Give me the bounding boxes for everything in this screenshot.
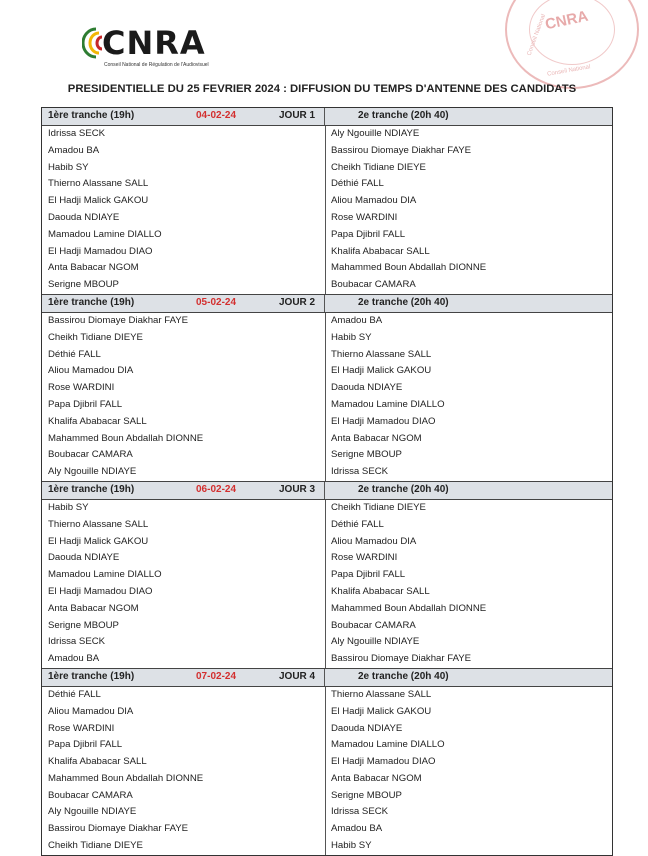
candidate-name: Anta Babacar NGOM [331, 432, 422, 444]
candidate-name: Déthié FALL [48, 348, 101, 360]
header-divider [324, 482, 325, 499]
candidate-name: Mamadou Lamine DIALLO [331, 739, 445, 751]
second-slot-label: 2e tranche (20h 40) [358, 483, 449, 495]
day-header [42, 294, 612, 313]
candidate-name: Boubacar CAMARA [331, 619, 416, 631]
candidate-name: Rose WARDINI [331, 211, 398, 223]
day-date: 04-02-24 [196, 110, 237, 121]
candidate-name: Daouda NDIAYE [48, 211, 120, 223]
candidate-name: Rose WARDINI [331, 552, 398, 564]
candidate-name: Khalifa Ababacar SALL [48, 415, 147, 427]
candidate-name: Thierno Alassane SALL [48, 518, 149, 530]
candidate-name: Déthié FALL [331, 518, 384, 530]
candidate-name: Cheikh Tidiane DIEYE [331, 501, 426, 513]
candidate-name: Khalifa Ababacar SALL [331, 585, 430, 597]
candidate-name: El Hadji Malick GAKOU [48, 195, 149, 207]
header-divider [324, 108, 325, 125]
candidate-name: Bassirou Diomaye Diakhar FAYE [331, 144, 472, 156]
broadcast-schedule-table [41, 107, 613, 856]
candidate-name: Déthié FALL [331, 178, 384, 190]
candidate-name: Papa Djibril FALL [48, 739, 123, 751]
logo-text: CNRA [102, 24, 206, 62]
candidate-name: El Hadji Mamadou DIAO [331, 756, 436, 768]
day-body [42, 126, 612, 294]
header-divider [324, 295, 325, 312]
candidate-name: Khalifa Ababacar SALL [48, 756, 147, 768]
candidate-name: Bassirou Diomaye Diakhar FAYE [331, 653, 472, 665]
stamp-ring-text-left: Conseil National [526, 13, 548, 57]
second-slot-label: 2e tranche (20h 40) [358, 110, 449, 121]
first-slot-label: 1ère tranche (19h) [48, 296, 135, 308]
second-slot-label: 2e tranche (20h 40) [358, 670, 449, 682]
second-slot-column [326, 687, 609, 855]
candidate-name: Daouda NDIAYE [48, 552, 120, 564]
first-slot-label: 1ère tranche (19h) [48, 670, 135, 682]
candidate-name: Mamadou Lamine DIALLO [331, 398, 445, 410]
first-slot-column [42, 687, 326, 855]
day-date: 06-02-24 [196, 483, 237, 495]
candidate-name: Thierno Alassane SALL [331, 348, 432, 360]
candidate-name: Cheikh Tidiane DIEYE [48, 840, 143, 852]
candidate-name: El Hadji Mamadou DIAO [48, 245, 153, 257]
candidate-name: Amadou BA [331, 823, 383, 835]
candidate-name: El Hadji Malick GAKOU [331, 705, 432, 717]
candidate-name: Mamadou Lamine DIALLO [48, 569, 162, 581]
candidate-name: Papa Djibril FALL [331, 569, 406, 581]
first-slot-label: 1ère tranche (19h) [48, 483, 135, 495]
day-number: JOUR 1 [279, 110, 316, 121]
candidate-name: Daouda NDIAYE [331, 382, 403, 394]
candidate-name: Anta Babacar NGOM [48, 262, 139, 274]
candidate-name: El Hadji Malick GAKOU [48, 535, 149, 547]
candidate-name: Aly Ngouille NDIAYE [331, 636, 420, 648]
day-number: JOUR 3 [279, 483, 316, 495]
candidate-name: Bassirou Diomaye Diakhar FAYE [48, 314, 189, 326]
stamp-text: CNRA [543, 7, 590, 34]
candidate-name: Boubacar CAMARA [48, 449, 133, 461]
candidate-name: Idrissa SECK [331, 466, 389, 478]
second-slot-column [326, 313, 609, 481]
candidate-name: Aly Ngouille NDIAYE [331, 128, 420, 139]
candidate-name: Anta Babacar NGOM [331, 772, 422, 784]
candidate-name: Aliou Mamadou DIA [331, 195, 417, 207]
day-number: JOUR 4 [279, 670, 316, 682]
candidate-name: Rose WARDINI [48, 722, 115, 734]
candidate-name: Boubacar CAMARA [48, 789, 133, 801]
day-body [42, 313, 612, 481]
candidate-name: Mamadou Lamine DIALLO [48, 228, 162, 240]
day-body [42, 687, 612, 855]
first-slot-column [42, 126, 326, 294]
candidate-name: Papa Djibril FALL [48, 398, 123, 410]
first-slot-column [42, 313, 326, 481]
header-divider [324, 669, 325, 686]
candidate-name: Habib SY [331, 840, 372, 852]
candidate-name: Habib SY [331, 331, 372, 343]
candidate-name: Aliou Mamadou DIA [48, 705, 134, 717]
day-date: 05-02-24 [196, 296, 237, 308]
candidate-name: Idrissa SECK [48, 636, 106, 648]
first-slot-column [42, 500, 326, 668]
candidate-name: Cheikh Tidiane DIEYE [48, 331, 143, 343]
day-date: 07-02-24 [196, 670, 237, 682]
candidate-name: El Hadji Mamadou DIAO [331, 415, 436, 427]
candidate-name: Habib SY [48, 501, 89, 513]
candidate-name: Habib SY [48, 161, 89, 173]
candidate-name: Serigne MBOUP [48, 619, 119, 631]
candidate-name: Amadou BA [331, 314, 383, 326]
candidate-name: Anta Babacar NGOM [48, 602, 139, 614]
day-header [42, 108, 612, 126]
candidate-name: Cheikh Tidiane DIEYE [331, 161, 426, 173]
candidate-name: Mahammed Boun Abdallah DIONNE [331, 602, 487, 614]
candidate-name: Daouda NDIAYE [331, 722, 403, 734]
candidate-name: Khalifa Ababacar SALL [331, 245, 430, 257]
candidate-name: Aliou Mamadou DIA [331, 535, 417, 547]
candidate-name: Serigne MBOUP [48, 279, 119, 291]
candidate-name: Idrissa SECK [331, 806, 389, 818]
candidate-name: Aliou Mamadou DIA [48, 365, 134, 377]
candidate-name: Aly Ngouille NDIAYE [48, 466, 137, 478]
cnra-logo [80, 22, 230, 74]
candidate-name: Mahammed Boun Abdallah DIONNE [331, 262, 487, 274]
candidate-name: El Hadji Malick GAKOU [331, 365, 432, 377]
candidate-name: Déthié FALL [48, 688, 101, 700]
second-slot-column [326, 500, 609, 668]
candidate-name: El Hadji Mamadou DIAO [48, 585, 153, 597]
candidate-name: Idrissa SECK [48, 128, 106, 139]
candidate-name: Amadou BA [48, 653, 100, 665]
candidate-name: Mahammed Boun Abdallah DIONNE [48, 772, 204, 784]
second-slot-column [326, 126, 609, 294]
first-slot-label: 1ère tranche (19h) [48, 110, 135, 121]
document-title: PRESIDENTIELLE DU 25 FEVRIER 2024 : DIFFUSION DU TEMPS D'ANTENNE DES CANDIDATS [67, 83, 577, 95]
stamp-ring-text-bottom: Conseil National [546, 64, 591, 78]
candidate-name: Papa Djibril FALL [331, 228, 406, 240]
candidate-name: Serigne MBOUP [331, 449, 402, 461]
candidate-name: Amadou BA [48, 144, 100, 156]
logo-subtitle: Conseil National de Régulation de l'Audiovisuel [104, 62, 209, 68]
candidate-name: Thierno Alassane SALL [48, 178, 149, 190]
day-header [42, 668, 612, 687]
candidate-name: Thierno Alassane SALL [331, 688, 432, 700]
candidate-name: Aly Ngouille NDIAYE [48, 806, 137, 818]
candidate-name: Bassirou Diomaye Diakhar FAYE [48, 823, 189, 835]
candidate-name: Boubacar CAMARA [331, 279, 416, 291]
candidate-name: Serigne MBOUP [331, 789, 402, 801]
second-slot-label: 2e tranche (20h 40) [358, 296, 449, 308]
candidate-name: Rose WARDINI [48, 382, 115, 394]
candidate-name: Mahammed Boun Abdallah DIONNE [48, 432, 204, 444]
official-stamp [505, 0, 639, 89]
day-body [42, 500, 612, 668]
day-number: JOUR 2 [279, 296, 316, 308]
day-header [42, 481, 612, 500]
